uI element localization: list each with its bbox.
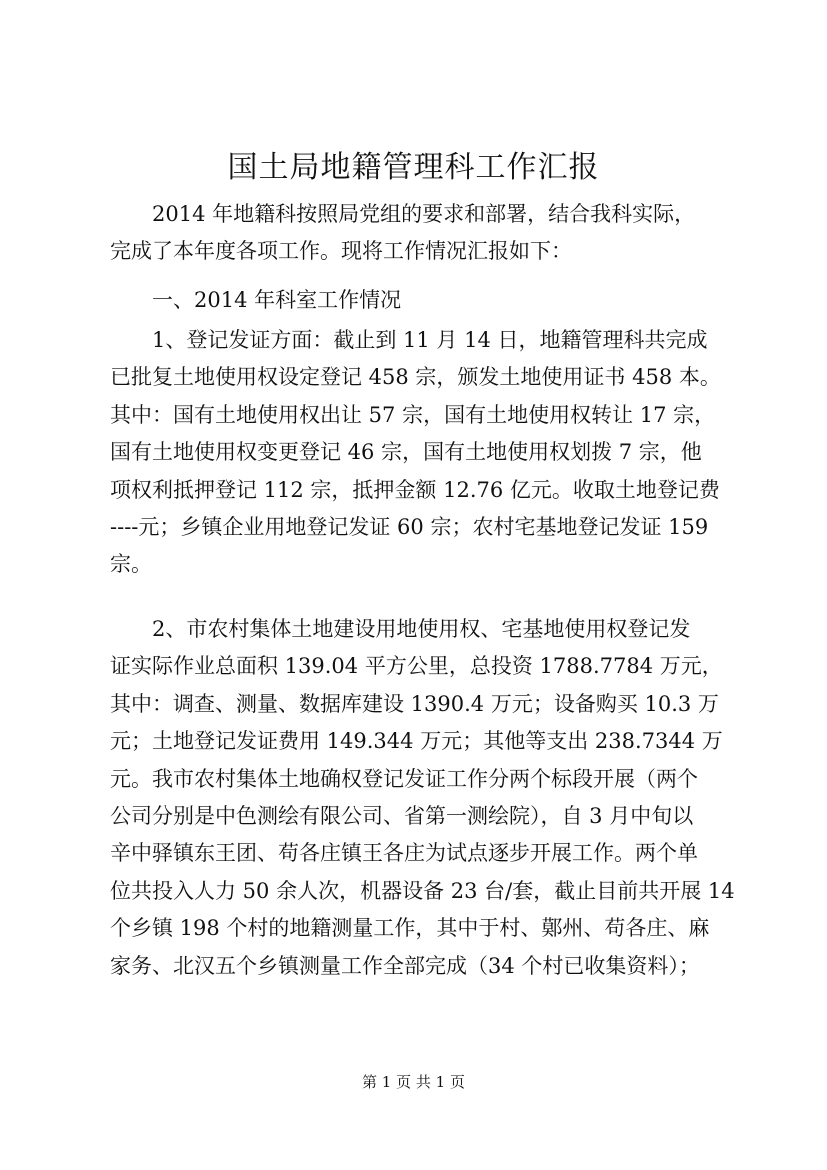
intro-line-1: 2014 年地籍科按照局党组的要求和部署，结合我科实际， [152, 202, 696, 226]
item-2-line: 元。我市农村集体土地确权登记发证工作分两个标段开展（两个 [110, 766, 698, 791]
item-2-line: 位共投入人力 50 余人次，机器设备 23 台/套，截止目前共开展 14 [110, 878, 735, 903]
item-2-line: 证实际作业总面积 139.04 平方公里，总投资 1788.7784 万元， [110, 654, 723, 679]
item-2-paragraph [110, 611, 735, 985]
intro-line-2: 完成了本年度各项工作。现将工作情况汇报如下： [110, 239, 572, 264]
page-footer: 第 1 页 共 1 页 [362, 1073, 465, 1091]
item-1-line: 项权利抵押登记 112 宗，抵押金额 12.76 亿元。收取土地登记费 [110, 477, 720, 502]
item-1-line: 已批复土地使用权设定登记 458 宗，颁发土地使用证书 458 本。 [110, 365, 721, 390]
document-title: 国土局地籍管理科工作汇报 [227, 150, 600, 185]
item-1-line: ----元；乡镇企业用地登记发证 60 宗；农村宅基地登记发证 159 [110, 515, 709, 540]
item-1-line: 1、登记发证方面：截止到 11 月 14 日，地籍管理科共完成 [152, 328, 708, 352]
item-2-line: 其中：调查、测量、数据库建设 1390.4 万元；设备购买 10.3 万 [110, 691, 719, 716]
item-2-line: 元；土地登记发证费用 149.344 万元；其他等支出 238.7344 万 [110, 729, 723, 754]
item-1-line: 其中：国有土地使用权出让 57 宗，国有土地使用权转让 17 宗， [110, 402, 716, 427]
item-2-line: 2、市农村集体土地建设用地使用权、宅基地使用权登记发 [152, 617, 691, 641]
section-heading: 一、2014 年科室工作情况 [152, 288, 402, 312]
item-1-paragraph [110, 322, 730, 584]
item-2-line: 个乡镇 198 个村的地籍测量工作，其中于村、鄚州、苟各庄、麻 [110, 916, 710, 941]
item-2-line: 辛中驿镇东王团、苟各庄镇王各庄为试点逐步开展工作。两个单 [110, 841, 698, 866]
intro-paragraph [110, 196, 730, 271]
item-2-line: 公司分别是中色测绘有限公司、省第一测绘院），自 3 月中旬以 [110, 804, 694, 829]
item-2-line: 家务、北汉五个乡镇测量工作全部完成（34 个村已收集资料）； [110, 953, 700, 978]
item-1-line: 宗。 [110, 552, 152, 577]
item-1-line: 国有土地使用权变更登记 46 宗，国有土地使用权划拨 7 宗，他 [110, 440, 702, 465]
